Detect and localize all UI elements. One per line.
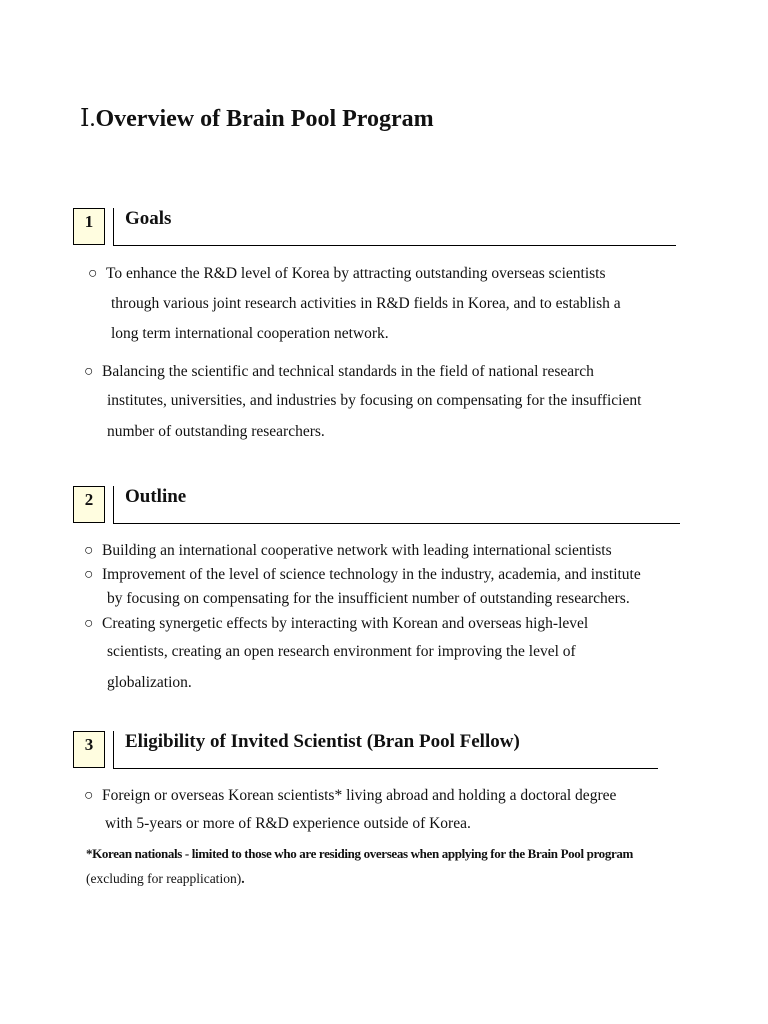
list-item-continuation: by focusing on compensating for the insufficient number of outstanding researchers. bbox=[107, 590, 630, 607]
list-item-continuation: globalization. bbox=[107, 674, 192, 691]
page-title bbox=[80, 104, 434, 133]
list-item: ○ Foreign or overseas Korean scientists* living abroad and holding a doctoral degree bbox=[84, 787, 617, 804]
list-item-continuation: with 5-years or more of R&D experience outside of Korea. bbox=[105, 815, 471, 832]
section-number-1: 1 bbox=[73, 208, 105, 245]
bullet-circle-icon: ○ bbox=[88, 265, 98, 282]
section-rule bbox=[113, 245, 676, 246]
list-item: ○ Building an international cooperative network with leading international scientists bbox=[84, 542, 612, 559]
section-title-outline: Outline bbox=[125, 486, 187, 507]
bullet-circle-icon: ○ bbox=[84, 566, 94, 583]
section-title-goals: Goals bbox=[125, 208, 172, 229]
list-item-continuation: through various joint research activities in R&D fields in Korea, and to establish a bbox=[111, 295, 621, 312]
bullet-circle-icon: ○ bbox=[84, 787, 94, 804]
section-divider bbox=[113, 208, 114, 246]
section-rule bbox=[113, 523, 680, 524]
footnote-exclusion: (excluding for reapplication). bbox=[86, 871, 245, 886]
bullet-circle-icon: ○ bbox=[84, 615, 94, 632]
page-title-text: Overview of Brain Pool Program bbox=[95, 106, 434, 132]
roman-numeral: Ⅰ. bbox=[80, 106, 96, 132]
section-number-2: 2 bbox=[73, 486, 105, 523]
list-item-continuation: number of outstanding researchers. bbox=[107, 423, 325, 440]
list-item-continuation: long term international cooperation network. bbox=[111, 325, 389, 342]
bullet-circle-icon: ○ bbox=[84, 363, 94, 380]
section-number-3: 3 bbox=[73, 731, 105, 768]
list-item-continuation: scientists, creating an open research environment for improving the level of bbox=[107, 643, 576, 660]
list-item: ○ To enhance the R&D level of Korea by attracting outstanding overseas scientists bbox=[88, 265, 606, 282]
section-rule bbox=[113, 768, 658, 769]
list-item: ○ Improvement of the level of science technology in the industry, academia, and institute bbox=[84, 566, 641, 583]
section-divider bbox=[113, 731, 114, 769]
list-item: ○ Creating synergetic effects by interacting with Korean and overseas high-level bbox=[84, 615, 589, 632]
footnote-korean-nationals: *Korean nationals - limited to those who are residing overseas when applying for the Brain Pool program bbox=[86, 846, 634, 861]
bullet-circle-icon: ○ bbox=[84, 542, 94, 559]
section-title-eligibility: Eligibility of Invited Scientist (Bran Pool Fellow) bbox=[125, 731, 520, 752]
list-item: ○ Balancing the scientific and technical standards in the field of national research bbox=[84, 363, 594, 380]
list-item-continuation: institutes, universities, and industries by focusing on compensating for the insufficient bbox=[107, 392, 642, 409]
section-divider bbox=[113, 486, 114, 524]
